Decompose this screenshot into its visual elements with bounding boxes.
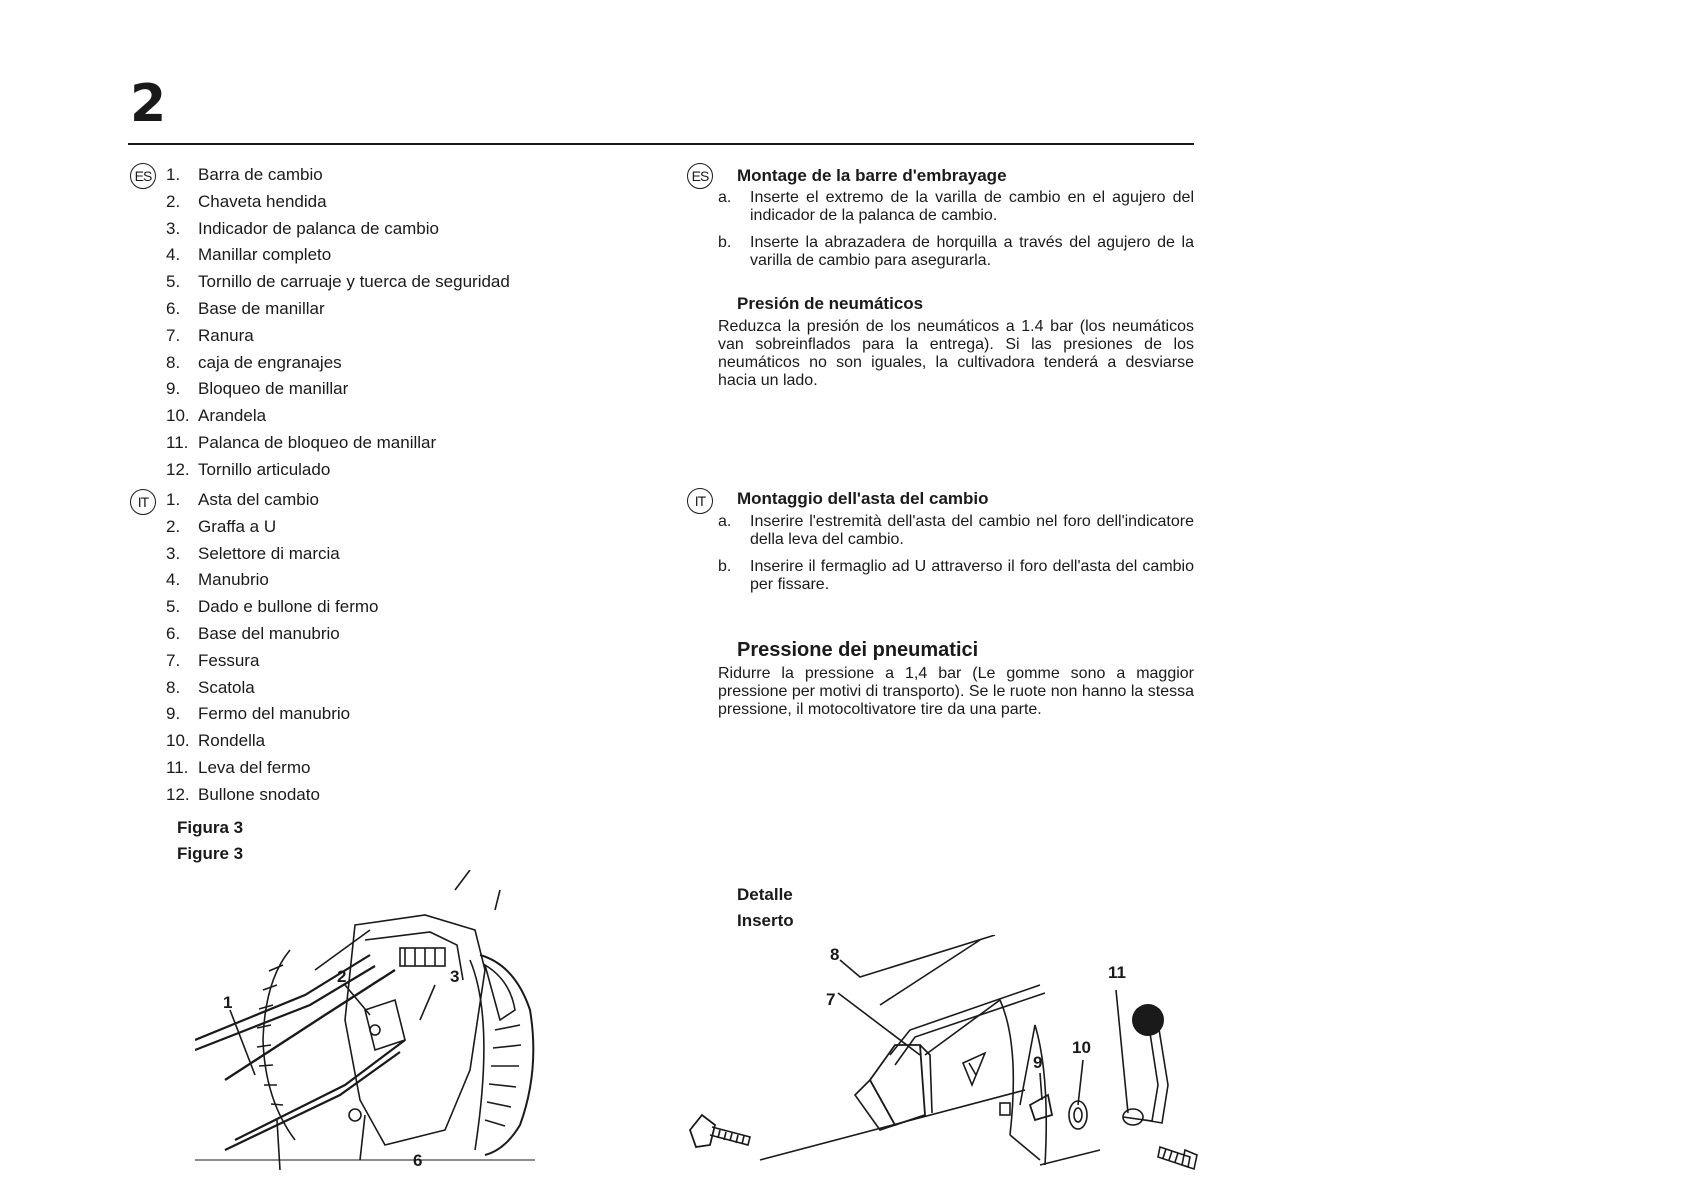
list-item: 12. Tornillo articulado (166, 459, 331, 479)
list-item: 8. caja de engranajes (166, 352, 342, 372)
list-item: 9. Bloqueo de manillar (166, 379, 349, 399)
callout-7-leader (838, 993, 920, 1055)
es-step-a: a. Inserte el extremo de la varilla de cambio en el agujero del indicador de la palanca de cambio. (718, 189, 1194, 224)
es-section-badge: ES (687, 163, 713, 189)
list-item: 5. Tornillo de carruaje y tuerca de seguridad (166, 272, 510, 292)
list-item: 7. Ranura (166, 325, 254, 345)
list-item: 4. Manillar completo (166, 245, 332, 265)
list-item: 3. Selettore di marcia (166, 543, 340, 563)
it-section-title: Montaggio dell'asta del cambio (737, 489, 989, 508)
list-item: 1. Barra de cambio (166, 165, 323, 184)
list-item: 6. Base del manubrio (166, 623, 340, 643)
es-parts-list (160, 162, 510, 484)
es-section-title: Montage de la barre d'embrayage (737, 166, 1007, 185)
callout-6-leader (360, 1115, 365, 1160)
detail-label-it: Inserto (737, 911, 794, 930)
detail-illustration (680, 935, 1200, 1175)
it-section-badge: IT (687, 488, 713, 514)
callout-7: 7 (826, 990, 836, 1009)
callout-11-leader (1116, 990, 1128, 1113)
list-item: 11. Palanca de bloqueo de manillar (166, 432, 437, 452)
list-item: 4. Manubrio (166, 570, 269, 590)
list-item: 5. Dado e bullone di fermo (166, 597, 379, 617)
es-step-b: b. Inserte la abrazadera de horquilla a través del agujero de la varilla de cambio para asegurarla. (718, 234, 1194, 269)
it-language-badge: IT (130, 489, 156, 515)
it-pressure-title: Pressione dei pneumatici (737, 639, 979, 661)
callout-3-leader (420, 985, 435, 1020)
list-item: 10. Rondella (166, 731, 266, 751)
detail-label-es: Detalle (737, 885, 793, 904)
figure-caption-es: Figura 3 (177, 818, 244, 837)
callout-9-leader (1040, 1073, 1042, 1100)
list-item: 2. Chaveta hendida (166, 191, 327, 211)
callout-2: 2 (337, 967, 347, 986)
callout-8: 8 (830, 945, 840, 964)
it-parts-list (160, 487, 379, 809)
it-step-a: a. Inserire l'estremità dell'asta del cambio nel foro dell'indicatore della leva del cambio. (718, 513, 1194, 548)
callout-10: 10 (1072, 1038, 1091, 1057)
list-item: 2. Graffa a U (166, 516, 277, 536)
figure-caption-en: Figure 3 (177, 844, 244, 863)
list-item: 9. Fermo del manubrio (166, 704, 351, 724)
es-pressure-title: Presión de neumáticos (737, 294, 924, 313)
callout-12-leader (277, 1120, 280, 1170)
header-rule (128, 143, 1194, 145)
list-item: 12. Bullone snodato (166, 784, 320, 804)
list-item: 8. Scatola (166, 677, 255, 697)
list-item: 11. Leva del fermo (166, 757, 311, 777)
callout-11: 11 (1108, 963, 1126, 982)
callout-6: 6 (413, 1151, 423, 1170)
list-item: 3. Indicador de palanca de cambio (166, 218, 439, 238)
list-item: 6. Base de manillar (166, 298, 325, 318)
lever-knob (1132, 1004, 1164, 1036)
list-item: 1. Asta del cambio (166, 490, 319, 509)
page-number: 2 (130, 74, 165, 134)
list-item: 10. Arandela (166, 406, 267, 426)
es-language-badge: ES (130, 163, 156, 189)
figure-3-illustration (195, 870, 575, 1170)
callout-3: 3 (450, 967, 460, 986)
es-pressure-text: Reduzca la presión de los neumáticos a 1.4 bar (los neumáticos van sobreinflados para la entrega). Si las presiones de los neumáticos no son iguales, la cultivadora tenderá a desviarse hacia un lado. (718, 318, 1194, 389)
callout-10-leader (1078, 1060, 1083, 1105)
callout-9: 9 (1033, 1053, 1043, 1072)
it-pressure-text: Ridurre la pressione a 1,4 bar (Le gomme sono a maggior pressione per motivi di transporto). Se le ruote non hanno la stessa pressione, il motocoltivatore tire da una parte. (718, 665, 1194, 718)
list-item: 7. Fessura (166, 650, 260, 670)
callout-1: 1 (223, 993, 233, 1012)
it-step-b: b. Inserire il fermaglio ad U attraverso il foro dell'asta del cambio per fissare. (718, 558, 1194, 593)
callout-8-leader (840, 935, 995, 977)
